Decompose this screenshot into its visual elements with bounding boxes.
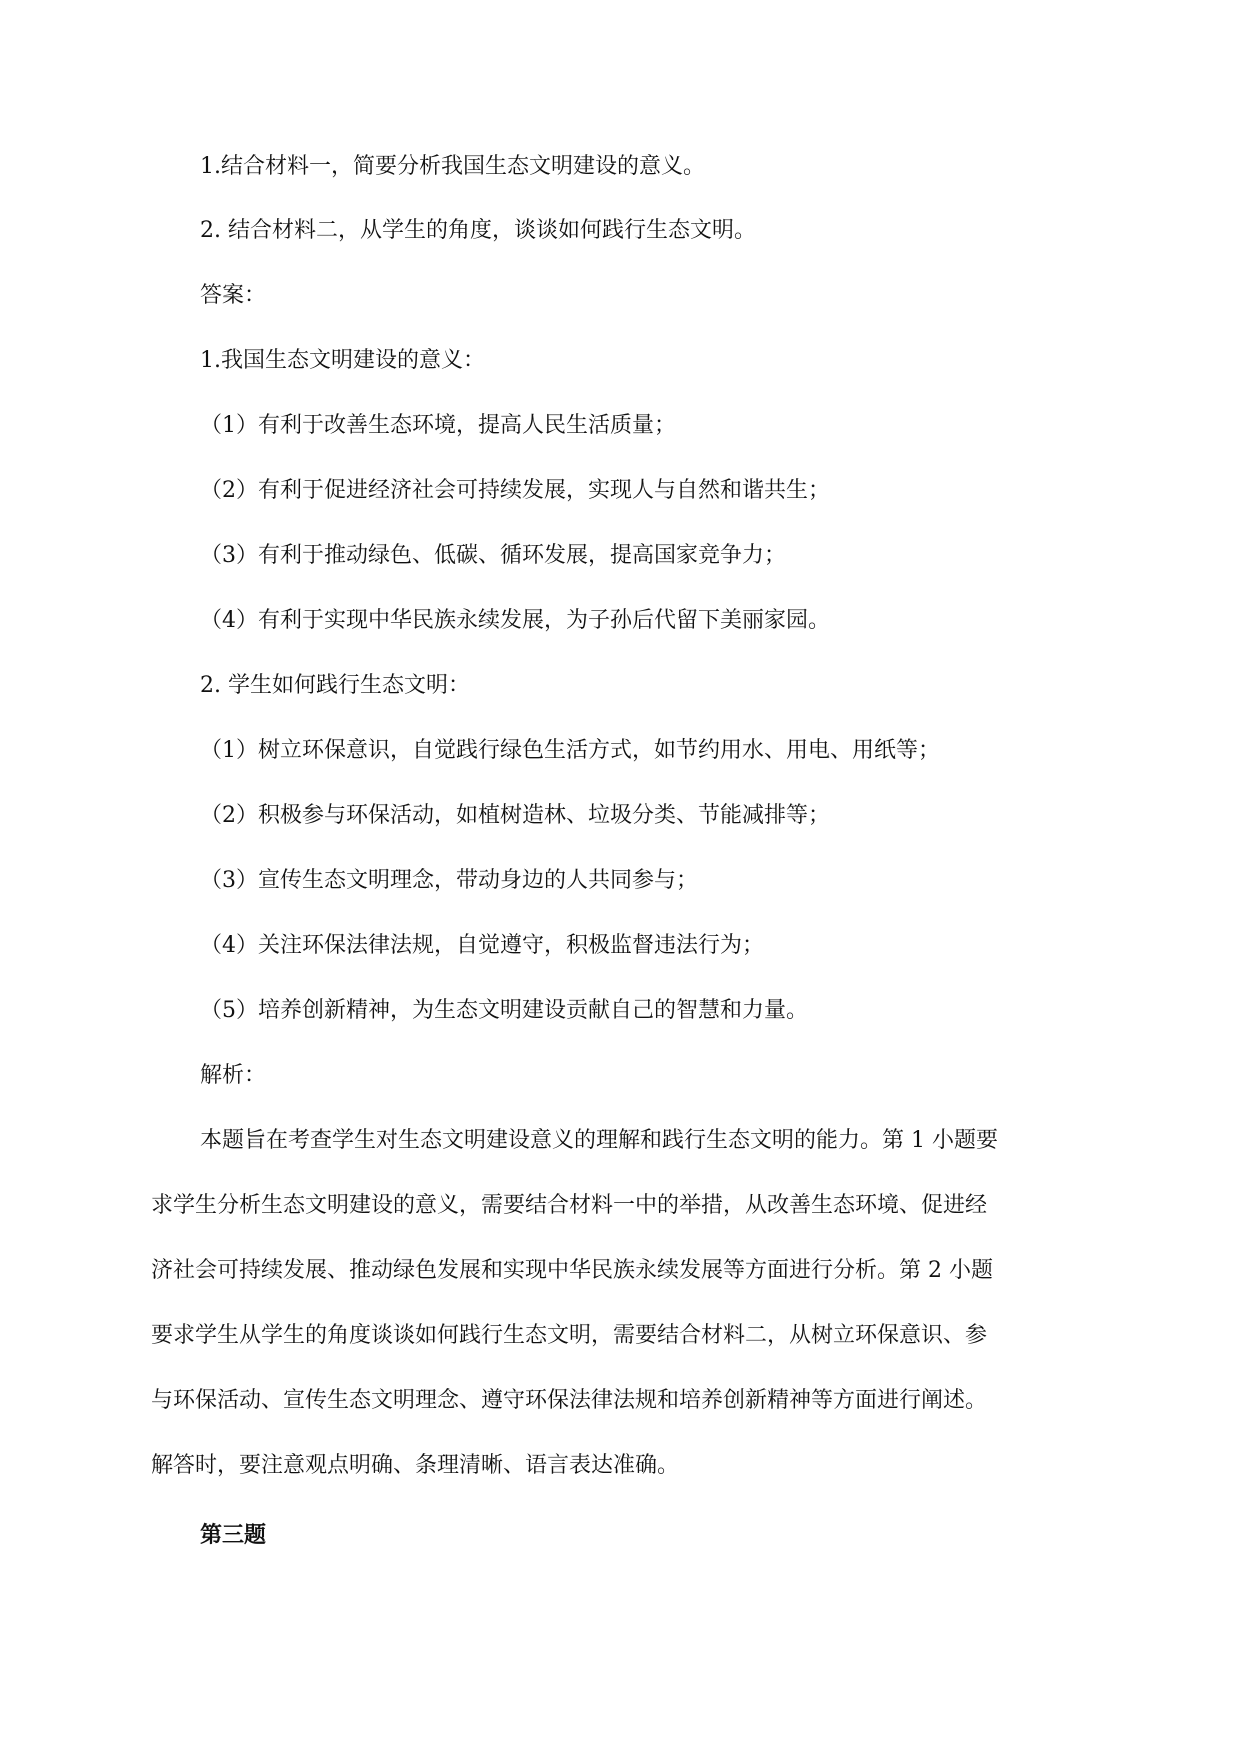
answer-part2-title: 2. 学生如何践行生态文明： <box>200 673 470 698</box>
answer-part1-item: （1）有利于改善生态环境，提高人民生活质量； <box>200 413 676 438</box>
analysis-label: 解析： <box>200 1063 267 1088</box>
answer-part1-title: 1.我国生态文明建设的意义： <box>200 348 485 373</box>
answer-part1-item: （3）有利于推动绿色、低碳、循环发展，提高国家竞争力； <box>200 543 786 568</box>
analysis-line: 要求学生从学生的角度谈谈如何践行生态文明，需要结合材料二，从树立环保意识、参 <box>151 1323 988 1348</box>
question-1: 1.结合材料一，简要分析我国生态文明建设的意义。 <box>200 154 705 179</box>
answer-part1-item: （2）有利于促进经济社会可持续发展，实现人与自然和谐共生； <box>200 478 830 503</box>
answer-part2-item: （1）树立环保意识，自觉践行绿色生活方式，如节约用水、用电、用纸等； <box>200 738 940 763</box>
analysis-line: 本题旨在考查学生对生态文明建设意义的理解和践行生态文明的能力。第 1 小题要 <box>200 1128 998 1153</box>
analysis-line: 与环保活动、宣传生态文明理念、遵守环保法律法规和培养创新精神等方面进行阐述。 <box>151 1388 988 1413</box>
analysis-line: 济社会可持续发展、推动绿色发展和实现中华民族永续发展等方面进行分析。第 2 小题 <box>151 1258 993 1283</box>
answer-part2-item: （4）关注环保法律法规，自觉遵守，积极监督违法行为； <box>200 933 764 958</box>
question-2: 2. 结合材料二，从学生的角度，谈谈如何践行生态文明。 <box>200 218 756 243</box>
answer-part2-item: （5）培养创新精神，为生态文明建设贡献自己的智慧和力量。 <box>200 998 808 1023</box>
section-heading: 第三题 <box>200 1523 267 1548</box>
analysis-line: 解答时，要注意观点明确、条理清晰、语言表达准确。 <box>151 1453 680 1478</box>
answer-part1-item: （4）有利于实现中华民族永续发展，为子孙后代留下美丽家园。 <box>200 608 830 633</box>
answer-part2-item: （3）宣传生态文明理念，带动身边的人共同参与； <box>200 868 698 893</box>
analysis-line: 求学生分析生态文明建设的意义，需要结合材料一中的举措，从改善生态环境、促进经 <box>151 1193 988 1218</box>
answer-part2-item: （2）积极参与环保活动，如植树造林、垃圾分类、节能减排等； <box>200 803 830 828</box>
answer-label: 答案： <box>200 283 267 308</box>
